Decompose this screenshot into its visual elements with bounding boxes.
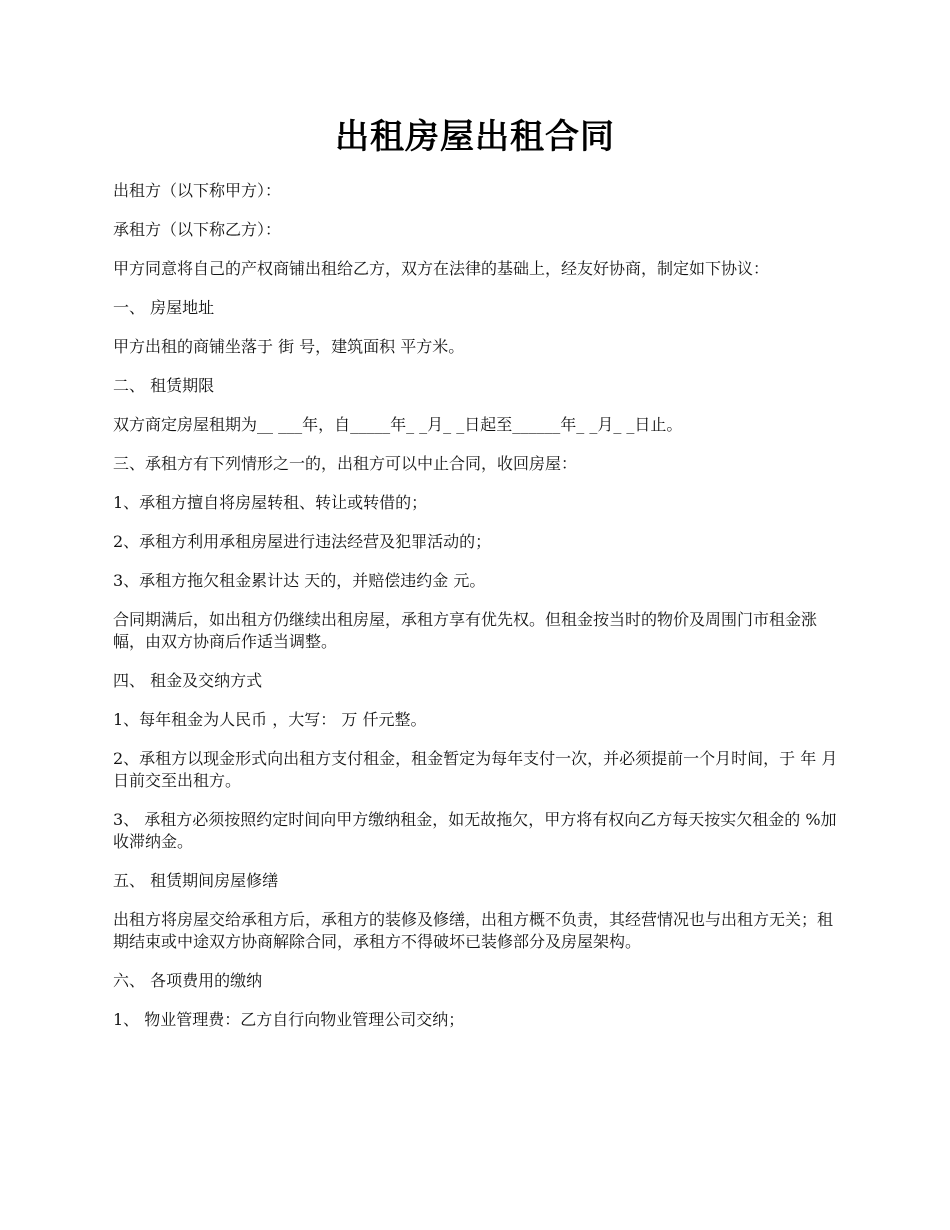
termination-item-3: 3、承租方拖欠租金累计达 天的，并赔偿违约金 元。 bbox=[113, 571, 486, 590]
rent-item-3: 3、 承租方必须按照约定时间向甲方缴纳租金，如无故拖欠，甲方将有权向乙方每天按实欠租金的 %加收滞纳金。 bbox=[113, 810, 837, 851]
rent-item-2: 2、承租方以现金形式向出租方支付租金，租金暂定为每年支付一次，并必须提前一个月时间，于 年 月 日前交至出租方。 bbox=[113, 749, 843, 790]
section-heading-termination: 三、承租方有下列情形之一的，出租方可以中止合同，收回房屋： bbox=[113, 454, 578, 473]
term-paragraph: 双方商定房屋租期为__ ___年，自_____年_ _月_ _日起至______年_ _月_ _日止。 bbox=[113, 415, 683, 434]
renewal-paragraph: 合同期满后，如出租方仍继续出租房屋，承租方享有优先权。但租金按当时的物价及周围门市租金涨幅，由双方协商后作适当调整。 bbox=[113, 610, 818, 651]
termination-item-1: 1、承租方擅自将房屋转租、转让或转借的； bbox=[113, 493, 428, 512]
preamble-paragraph: 甲方同意将自己的产权商铺出租给乙方，双方在法律的基础上，经友好协商，制定如下协议： bbox=[113, 259, 770, 278]
section-heading-fees: 六、 各项费用的缴纳 bbox=[113, 971, 263, 990]
section-heading-rent: 四、 租金及交纳方式 bbox=[113, 671, 263, 690]
fees-item-1: 1、 物业管理费：乙方自行向物业管理公司交纳； bbox=[113, 1010, 465, 1029]
section-heading-repairs: 五、 租赁期间房屋修缮 bbox=[113, 871, 279, 890]
section-heading-address: 一、 房屋地址 bbox=[113, 298, 215, 317]
document-title: 出租房屋出租合同 bbox=[335, 117, 615, 157]
party-b-line: 承租方（以下称乙方）： bbox=[113, 220, 282, 239]
termination-item-2: 2、承租方利用承租房屋进行违法经营及犯罪活动的； bbox=[113, 532, 492, 551]
address-paragraph: 甲方出租的商铺坐落于 街 号，建筑面积 平方米。 bbox=[113, 337, 465, 356]
section-heading-term: 二、 租赁期限 bbox=[113, 376, 215, 395]
document-body bbox=[113, 180, 841, 1048]
rent-item-1: 1、每年租金为人民币 ，大写： 万 仟元整。 bbox=[113, 710, 427, 729]
repairs-paragraph: 出租方将房屋交给承租方后，承租方的装修及修缮，出租方概不负责，其经营情况也与出租方无关；租期结束或中途双方协商解除合同，承租方不得破坏已装修部分及房屋架构。 bbox=[113, 910, 834, 951]
party-a-line: 出租方（以下称甲方）： bbox=[113, 181, 282, 200]
